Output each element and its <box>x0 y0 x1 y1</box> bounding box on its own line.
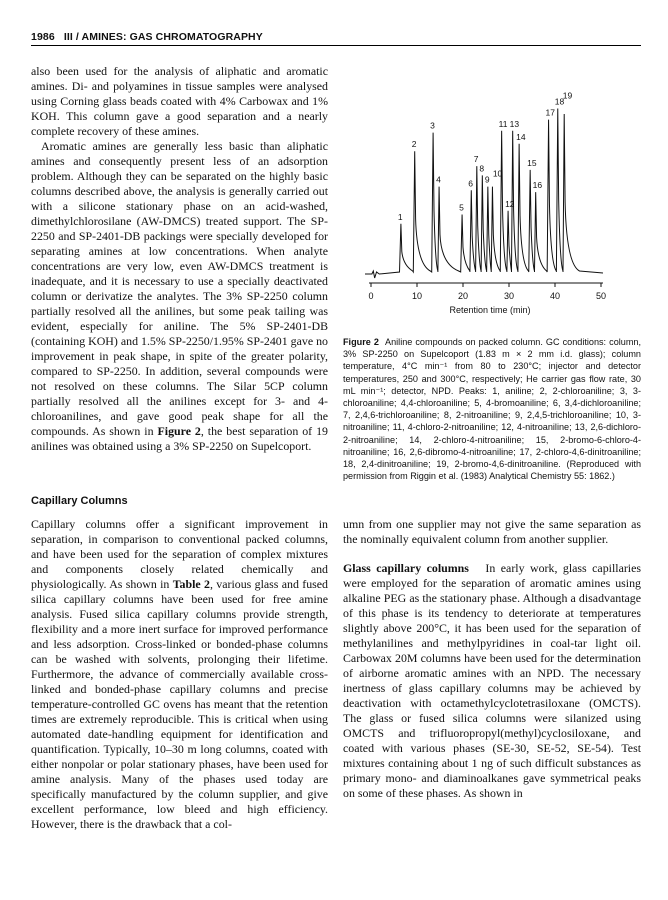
peak-label-5: 5 <box>459 202 464 213</box>
peak-label-18: 18 <box>554 96 565 107</box>
runin-heading: Glass capillary columns <box>343 561 469 575</box>
x-tick-label: 40 <box>549 291 561 301</box>
peak-label-14: 14 <box>516 131 526 142</box>
section-heading: Capillary Columns <box>31 495 128 507</box>
paragraph <box>343 561 641 801</box>
figure-2-chromatogram <box>343 60 641 332</box>
x-axis-label: Retention time (min) <box>449 305 531 315</box>
x-tick-label: 20 <box>457 291 469 301</box>
peak-label-8: 8 <box>479 163 485 174</box>
table-reference[interactable]: Table 2 <box>172 577 210 591</box>
paragraph: umn from one supplier may not give the same separation as the nominally equivalent column from another supplier. <box>343 517 641 546</box>
x-tick-label: 50 <box>595 291 607 301</box>
paragraph <box>31 139 328 454</box>
page-number: 1986 <box>31 31 55 43</box>
caption-text: Aniline compounds on packed column. GC conditions: column, 3% SP-2250 on Supelcoport (1.83 m × 2 mm i.d. glass); column temperature, 4°C min⁻¹ from 80 to 230°C; injector and detector temperatures, 250 and 300°C, respectively; He carrier gas flow rate, 30 mL min⁻¹; detector, NPD. Peaks: 1, aniline; 2, 2-chloroaniline; 3, 3-chloroaniline; 4,4-chloroaniline; 5, 4-bromoaniline; 6, 3,4-dichloroaniline; 7, 2,4,6-trichloroaniline; 8, 2-nitroaniline; 9, 2,4,5-trichloroaniline; 10, 3-nitroaniline; 11, 4-chloro-2-nitroaniline; 12, 4-nitroaniline; 13, 2,6-dichloro-2-nitroaniline; 14, 2-chloro-4-nitroaniline; 15, 2-bromo-6-chloro-4-nitroaniline; 16, 2,6-dibromo-4-nitroaniline; 17, 2-chloro-4,6-dinitroaniline; 18, 2,4-dinitroaniline; 19, 2-bromo-4,6-dinitroaniline. (Reproduced with permission from Riggin et al. (1983) Analytical Chemistry 55: 1862.) <box>343 337 641 482</box>
x-tick-label: 10 <box>411 291 423 301</box>
paragraph <box>31 517 328 832</box>
paragraph: also been used for the analysis of aliphatic and aromatic amines. Di- and polyamines in tissue samples were analysed using Corning glass beads coated with 4% Carbowax and 1% KOH. This column gave a good separation and a nearly complete recovery of these amines. <box>31 64 328 138</box>
peak-label-2: 2 <box>411 139 417 150</box>
left-column-bottom <box>31 517 328 832</box>
peak-label-1: 1 <box>397 211 403 222</box>
peak-label-17: 17 <box>545 107 556 118</box>
peak-label-10: 10 <box>492 168 503 179</box>
peak-label-13: 13 <box>509 118 520 129</box>
chromatogram-trace <box>365 108 603 278</box>
paragraph-text: , the best separation of 19 anilines was obtained using a 3% SP-2250 on Supelcoport. <box>31 424 328 453</box>
paragraph-text: Capillary columns offer a significant improvement in separation, in comparison to conventional packed columns, and have been used for the separation of complex mixtures and components closely related chemically and physiologically. As shown in <box>31 517 328 591</box>
peak-label-15: 15 <box>527 157 537 168</box>
x-tick-label: 30 <box>503 291 515 301</box>
peak-label-12: 12 <box>505 198 515 209</box>
paragraph-text: Aromatic amines are generally less basic than aliphatic amines and consequently present less of an adsorption problem. Although they can be separated on the highly basic columns described above, the analysis is generally carried out with a silicone stationary phase on an acid-washed, dimethylchlorosilane (AW-DMCS) treated support. The SP-2250 and SP-2401-DB packings were specially developed for separating amines at low concentrations. When analyte concentrations are very low, even AW-DMCS treatment is inadequate, and it is necessary to use a specially deactivated column or derivatize the analytes. The 3% SP-2250 column partially resolved all the anilines, but some peak tailing was evident, especially for aniline. The 5% SP-2401-DB (containing KOH) and 1.5% SP-2250/1.95% SP-2401 gave no improvement in peak shape, in spite of the greater polarity, compared to SP-2250. In addition, several compounds were not resolved on these columns. The Silar 5CP column partially resolved all the anilines except for 3- and 4-chloroanilines, and gave good peak shape for all the compounds. As shown in <box>31 139 328 438</box>
peak-label-19: 19 <box>562 90 573 101</box>
peak-label-16: 16 <box>532 180 543 191</box>
running-header <box>31 31 641 43</box>
header-rule <box>31 45 641 46</box>
paragraph-text: , various glass and fused silica capillary columns have been used for free amine analysis. Fused silica capillary columns provide strength, flexibility and a more inert surface for improved performance and less adsorption. Cross-linked or bonded-phase columns can be washed with solvents, prolonging their lifetime. Furthermore, the advance of commercially available cross-linked and bonded-phase capillary columns and precise temperature-controlled GC ovens has meant that the retention times are extremely reproducible. This is critical when using automated date-handling equipment for identification and quantification. Typically, 10–30 m long columns, coated with either nonpolar or polar stationary phases, have been used for amine analysis. Many of the phases used today are specifically manufactured by the column supplier, and give excellent performance, low bleed and high efficiency. However, there is the drawback that a col- <box>31 577 329 831</box>
section-title: III / AMINES: GAS CHROMATOGRAPHY <box>63 31 263 43</box>
peak-label-3: 3 <box>430 120 435 131</box>
left-column-top <box>31 64 328 454</box>
peak-label-11: 11 <box>498 118 508 129</box>
right-column-bottom <box>343 517 641 801</box>
x-tick-label: 0 <box>368 291 374 301</box>
paragraph-text: In early work, glass capillaries were employed for the separation of aromatic amines using alkaline PEG as the stationary phase. Although a disadvantage of this phase is its tendency to deteriorate at temperatures slightly above 200°C, it has been used for the separation of methylanilines and methylpyridines in coal-tar light oil. Carbowax 20M columns have been used for the determination of airborne aromatic amines with an NPD. The necessary inertness of glass capillary columns may be achieved by deactivation with octamethylcyclotetrasiloxane (OMCTS). The glass or fused silica columns were silanized using OMCTS and trifluoropropyl(methyl)cyclosiloxane, and coated with various phases (SE-30, SE-52, SE-54). Test mixtures containing about 1 ng of such difficult substances as primary mono- and diaminoalkanes gave symmetrical peaks on some of these phases. As shown in <box>343 561 642 800</box>
figure-label: Figure 2 <box>343 337 379 347</box>
peak-label-4: 4 <box>436 174 441 185</box>
peak-label-6: 6 <box>468 178 474 189</box>
figure-reference[interactable]: Figure 2 <box>157 424 201 438</box>
figure-caption <box>343 336 641 482</box>
peak-label-7: 7 <box>473 154 479 165</box>
peak-label-9: 9 <box>484 174 490 185</box>
chromatogram-chart <box>343 60 641 332</box>
